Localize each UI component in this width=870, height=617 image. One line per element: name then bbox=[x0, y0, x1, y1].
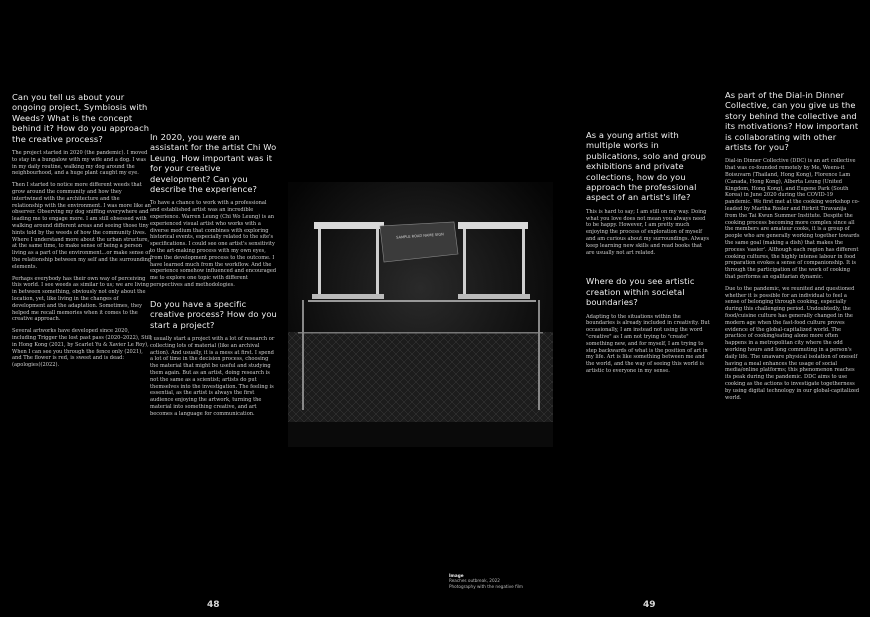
caption-line: Photography with the negative film bbox=[449, 583, 523, 589]
paragraph: Dial-in Dinner Collective (DDC) is an art collective that was co-founded remotely by Me, Weera-it Boisuvarn (Thailand, Hong Kong), Florence Lam (Canada, Hong Kong), Alberta Leung (United Kingdom, Hong Kong), and Eugene Park (South Korea) in June 2020 during the COVID-19 pandemic. We first met at the cooking workshop co-leaded by Martha Rosler and Rirkrit Tiravanija from the Tai Kwun Summer Institute. Despite the cooking process becoming more complex since all the members are amateur cooks, it is a group of people who are generally working together towards the same goal (making a dish) that makes the process 'easier'. Although each region has different cooking cultures, the highly intense labour in food preparation evokes a sense of companionship. It is through the participation of the work of cooking that performs an egalitarian dynamic. bbox=[725, 158, 860, 280]
paragraph: Then I started to notice more different weeds that grow around the community and how they intertwined with the architecture and the relationship with the environment. I was more like an observer. Observing my dog sniffing everywhere and leading me to engage more. I am still obsessed with walking around different areas and seeing those tiny hints told by the weeds of how the community lives. Where I understand more about the urban structure, at the same time, to make sense of being a person living as a part of the environment...or make sense of the relationship between my self and the surrounding elements. bbox=[12, 182, 152, 270]
question-creative-process: Do you have a specific creative process? How do you start a project? bbox=[150, 298, 277, 330]
question-dial-in-dinner: As part of the Dial-in Dinner Collective, can you give us the story behind the collective and its motivations? How important is collaborating with other artists for you? bbox=[725, 90, 859, 153]
paragraph: Perhaps everybody has their own way of perceiving this world. I see weeds as similar to us; we are living in between something, obviously not only about the location, yet, like living in the changes of development and the adaptation. Sometimes, they helped me recall memories when it comes to the creative approach. bbox=[12, 275, 150, 323]
column-4 bbox=[725, 90, 860, 406]
column-2 bbox=[150, 132, 277, 423]
photo-reaches-outbreak bbox=[288, 182, 553, 447]
question-professional: As a young artist with multiple works in publications, solo and group exhibitions and private collections, how do you approach the professional aspect of an artist's life? bbox=[586, 130, 707, 203]
column-1 bbox=[12, 92, 152, 374]
paragraph: To have a chance to work with a professional and established artist was an incredible experience. Warren Leung (Chi Wo Leung) is an experienced visual artist who works with a diverse medium that combines with exploring historical events, especially related to the site's specifications. I could see one artist's sensitivity to the art-making process with my own eyes, from the development process to the outcome. I have learned much from the workflow. And the experience somehow influenced and encouraged me to explore one topic with different perspectives and methodologies. bbox=[150, 200, 277, 288]
paragraph: I usually start a project with a lot of research or collecting lots of material (like an archival action). And usually, it is a mess at first. I spend a lot of time in the decision process, choosing the material that might be useful and studying them again. But as an artist, doing research is not the same as a scientist; artists do put themselves into the investigation. The feeling is essential, as the artist is always the first audience enjoying the artwork, turning the material into something creative, and art becomes a language for communication. bbox=[150, 336, 275, 417]
paragraph: Adapting to the situations within the boundaries is already included in creativity. But occasionally, I am instead not using the word "creative" as I am not trying to "create" something new, and for myself, I am trying to step backwards of what is the position of art in my life. Art is like something between me and the world, and the way of seeing this world is artistic to everyone in my sense. bbox=[586, 313, 710, 375]
paragraph: Several artworks have developed since 2020, including Trigger the lost past pass (2020–2022), Still in Hong Kong (2021, by Scarlet Yu & Xavier Le Roy), When I can see you through the fence only (2021), and The flower is red, is sweet and is dead: (apologies)(2022). bbox=[12, 328, 152, 369]
caption-title: Image bbox=[449, 573, 464, 578]
image-caption bbox=[449, 573, 523, 589]
question-assistant: In 2020, you were an assistant for the artist Chi Wo Leung. How important was it for your creative development? Can you describe the experience? bbox=[150, 132, 277, 195]
photo-illustration bbox=[288, 182, 553, 447]
caption-line: Reaches outbreak, 2022 bbox=[449, 578, 500, 584]
question-societal-boundaries: Where do you see artistic creation within societal boundaries? bbox=[586, 276, 695, 308]
page-number-right: 49 bbox=[643, 600, 656, 610]
page-number-left: 48 bbox=[207, 600, 220, 610]
question-symbiosis: Can you tell us about your ongoing project, Symbiosis with Weeds? What is the concept behind it? How do you approach the creative process? bbox=[12, 92, 150, 144]
paragraph: This is hard to say; I am still on my way. Doing what you love does not mean you always need to be happy. However, I am pretty much enjoying the process of exploration of myself and am curious about my surroundings. Always keep learning new skills and read books that are usually not art related. bbox=[586, 208, 709, 256]
banner-text: SAMPLE ROAD NAME SIGN bbox=[396, 232, 444, 240]
column-3 bbox=[586, 130, 710, 380]
paragraph: The project started in 2020 (the pandemic). I moved to stay in a bungalow with my wife and a dog. I was in my daily routine, walking my dog around the neighbourhood, and a huge plant caught my eye. bbox=[12, 150, 148, 177]
paragraph: Due to the pandemic, we reunited and questioned whether it is possible for an individual to feel a sense of belonging through cooking, especially during this challenging period. Undoubtedly, the food/cuisine culture has generally changed in the modern age when the fast-food culture proves evidence of the global-capitalized world. The practice of cooking/eating alone more often happens in a metropolitan city where the odd working hours and long commuting in a person's daily life. The unaware physical isolation of oneself having a meal enhances the usage of social media/online platforms; this phenomenon reaches its peak during the pandemic. DDC aims to use cooking as the actions to investigate togetherness by using digital technology in our global-capitalized world. bbox=[725, 285, 860, 401]
